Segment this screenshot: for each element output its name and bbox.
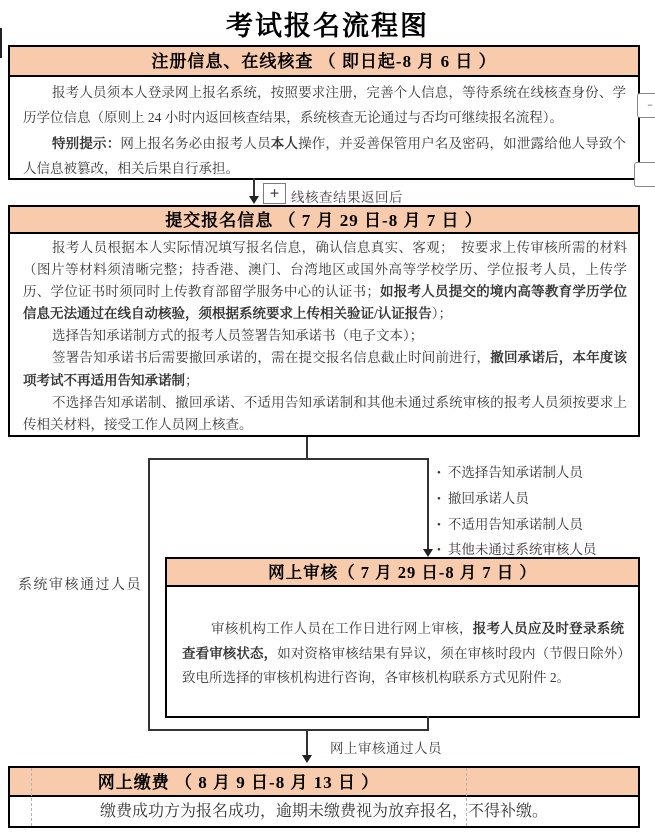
review-paragraph: 审核机构工作人员在工作日进行网上审核，报考人员应及时登录系统查看审核状态，如对资格审核结果有异议，须在审核时段内（节假日除外）致电所选择的审核机构进行咨询，各审核机构联系方式见附件 2。 <box>182 621 625 685</box>
step-header-payment: 网上缴费 （ 8 月 9 日-8 月 13 日 ） <box>10 768 638 797</box>
step-box-register <box>8 45 640 180</box>
connector2-horizontal-line <box>148 729 429 731</box>
branch-arrowhead-icon <box>423 549 433 557</box>
page-edge-line <box>0 28 2 58</box>
step-body-payment: 缴费成功方为报名成功，逾期未缴费视为放弃报名，不得补缴。 <box>99 803 548 820</box>
connector2-label: 网上审核通过人员 <box>330 741 442 756</box>
connector2-arrowhead-icon <box>302 755 312 763</box>
list-item: • 撤回承诺人员 <box>437 487 652 513</box>
list-item: • 不适用告知承诺制人员 <box>437 513 652 539</box>
branch-stem-line <box>306 437 308 459</box>
review-criteria-list <box>437 461 652 564</box>
connector2-right-line <box>427 716 429 730</box>
register-paragraph-2: 特别提示：网上报名务必由报考人员本人操作，并妥善保管用户名及密码，如泄露给他人导致个人信息被篡改，相关后果自行承担。 <box>23 135 627 177</box>
list-item: • 其他未通过系统审核人员 <box>437 538 652 564</box>
step-body-review <box>167 587 638 691</box>
margin-widget-icon[interactable]: – <box>637 93 655 118</box>
step-body-register <box>10 77 638 182</box>
system-approved-label: 系统审核通过人员 <box>18 578 142 593</box>
step-header-register: 注册信息、在线核查 （ 即日起-8 月 6 日 ） <box>10 47 638 77</box>
submit-paragraph-4: 不选择告知承诺制、撤回承诺、不适用告知承诺制和其他未通过系统审核的报考人员须按要求上传相关材料，接受工作人员网上核查。 <box>23 394 627 432</box>
step-header-review: 网上审核（ 7 月 29 日-8 月 7 日 ） <box>167 559 638 587</box>
list-item: • 不选择告知承诺制人员 <box>437 461 652 487</box>
step-body-submit <box>10 234 638 436</box>
submit-paragraph-3: 签署告知承诺书后需要撤回承诺的，需在提交报名信息截止时间前进行，撤回承诺后，本年度该项考试不再适用告知承诺制； <box>23 350 628 388</box>
special-note-label: 特别提示： <box>52 135 121 151</box>
submit-paragraph-1: 报考人员根据本人实际情况填写报名信息，确认信息真实、客观； 按要求上传审核所需的材料（图片等材料须清晰完整；持香港、澳门、台湾地区或国外高等学校学历、学位报考人员，上传学历、学位证书时须同时上传教育部留学服务中心的认证书；如报考人员提交的境内高等教育学历学位信息无法通过在线自动核验，须根据系统要求上传相关验证/认证报告）； <box>23 240 628 322</box>
step-box-submit <box>8 205 640 437</box>
expand-plus-icon[interactable]: + <box>263 183 286 204</box>
table-gridline <box>466 768 467 826</box>
branch-left-line <box>148 458 150 729</box>
connector2-stem-line <box>306 729 308 757</box>
branch-right-line <box>427 458 429 551</box>
margin-widget-icon[interactable] <box>634 162 655 187</box>
branch-horizontal-line <box>148 458 428 460</box>
step-box-payment <box>8 766 640 828</box>
step-box-review <box>165 557 640 718</box>
connector1-label: 线核查结果返回后 <box>291 190 403 205</box>
step-header-submit: 提交报名信息 （ 7 月 29 日-8 月 7 日 ） <box>10 207 638 234</box>
connector1-line <box>253 178 255 198</box>
register-paragraph-1: 报考人员须本人登录网上报名系统，按照要求注册，完善个人信息，等待系统在线核查身份、学历学位信息（原则上 24 小时内返回核查结果，系统核查无论通过与否均可继续报名流程）。 <box>23 85 626 126</box>
page-title: 考试报名流程图 <box>226 11 429 42</box>
submit-paragraph-2: 选择告知承诺制方式的报考人员签署告知承诺书（电子文本）； <box>52 328 424 344</box>
table-gridline <box>31 768 32 826</box>
connector1-arrowhead-icon <box>249 196 259 204</box>
